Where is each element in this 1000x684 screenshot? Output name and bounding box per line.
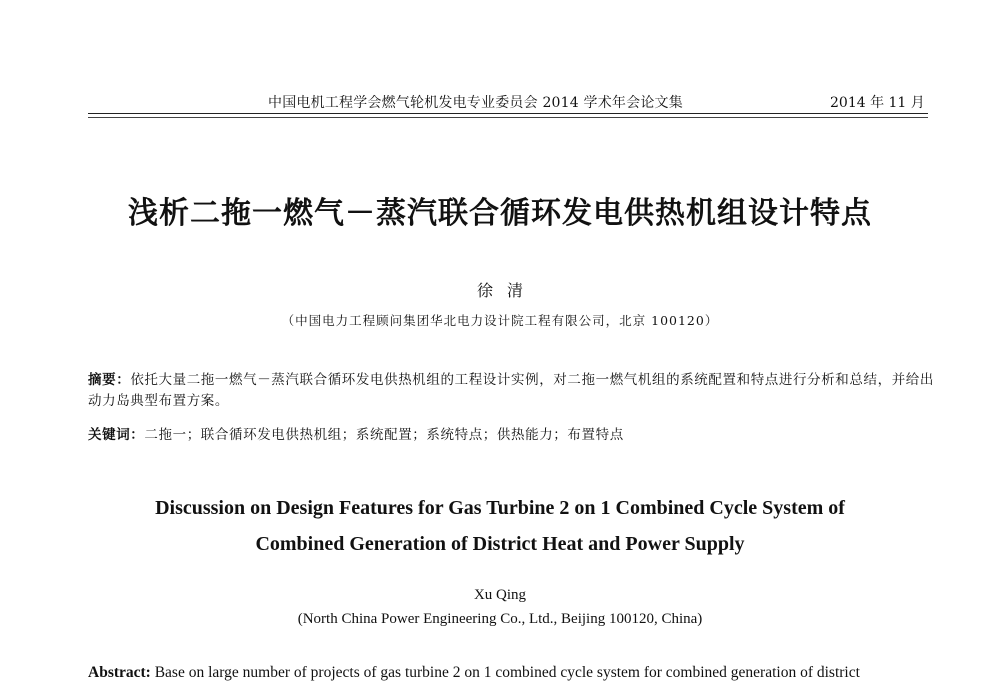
header-rule-bottom (88, 117, 928, 118)
paper-title-en (0, 490, 1000, 562)
paper-title-zh: 浅析二拖一燃气－蒸汽联合循环发电供热机组设计特点 (128, 196, 872, 231)
keywords-zh-label: 关键词： (88, 427, 145, 443)
abstract-zh-text: 依托大量二拖一燃气－蒸汽联合循环发电供热机组的工程设计实例，对二拖一燃气机组的系统配置和特点进行分析和总结，并给出动力岛典型布置方案。 (88, 372, 935, 409)
keywords-zh-text: 二拖一；联合循环发电供热机组；系统配置；系统特点；供热能力；布置特点 (144, 427, 624, 443)
paper-title-en-line1: Discussion on Design Features for Gas Turbine 2 on 1 Combined Cycle System of (155, 497, 845, 519)
abstract-en (88, 664, 948, 682)
abstract-en-text: Base on large number of projects of gas turbine 2 on 1 combined cycle system for combined generation of district (154, 664, 860, 681)
paper-title-en-line2: Combined Generation of District Heat and Power Supply (255, 533, 745, 555)
author-en: Xu Qing (473, 587, 527, 603)
keywords-zh (88, 423, 938, 443)
abstract-en-label: Abstract: (88, 664, 151, 681)
running-header-date: 2014 年 11 月 (830, 95, 925, 111)
affiliation-en: (North China Power Engineering Co., Ltd., Beijing 100120, China) (297, 611, 703, 627)
running-header-journal: 中国电机工程学会燃气轮机发电专业委员会 2014 学术年会论文集 (268, 95, 683, 111)
abstract-zh (88, 370, 938, 412)
header-rule-top (88, 113, 928, 114)
affiliation-zh: （中国电力工程顾问集团华北电力设计院工程有限公司，北京 100120） (281, 313, 719, 328)
author-zh: 徐清 (476, 281, 537, 300)
abstract-zh-label: 摘要： (88, 372, 131, 388)
